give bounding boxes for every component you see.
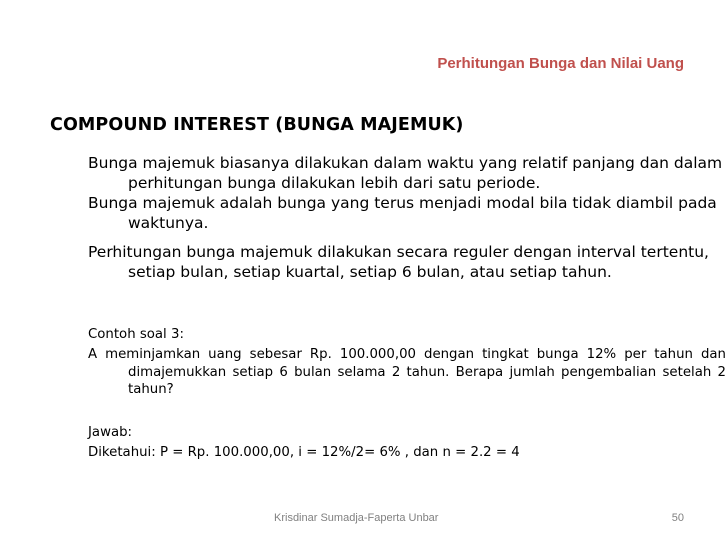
example-label: Contoh soal 3: [88,327,184,342]
answer-label: Jawab: [88,425,133,440]
paragraph-2: Bunga majemuk adalah bunga yang terus menjadi modal bila tidak diambil pada waktunya. [88,194,717,232]
slide-title: COMPOUND INTEREST (BUNGA MAJEMUK) [50,115,464,135]
page-number: 50 [671,512,684,524]
footer-author: Krisdinar Sumadja-Faperta Unbar [274,512,439,524]
answer-text: Diketahui: P = Rp. 100.000,00, i = 12%/2= 6% , dan n = 2.2 = 4 [88,445,520,460]
header-title: Perhitungan Bunga dan Nilai Uang [437,55,684,72]
example-text: A meminjamkan uang sebesar Rp. 100.000,00 dengan tingkat bunga 12% per tahun dan dimajemukkan setiap 6 bulan selama 2 tahun. Berapa jumlah pengembalian setelah 2 tahun? [88,347,726,397]
paragraph-3: Perhitungan bunga majemuk dilakukan secara reguler dengan interval tertentu, setiap bulan, setiap kuartal, setiap 6 bulan, atau setiap tahun. [88,243,709,281]
paragraph-1: Bunga majemuk biasanya dilakukan dalam waktu yang relatif panjang dan dalam perhitungan bunga dilakukan lebih dari satu periode. [88,154,723,192]
